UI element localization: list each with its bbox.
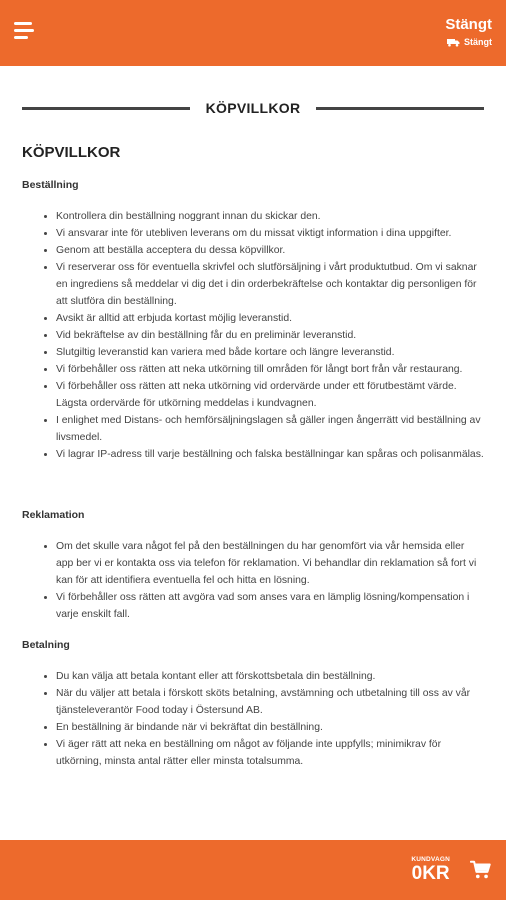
top-app-bar xyxy=(0,0,506,66)
cart-bar[interactable] xyxy=(0,840,506,900)
page-title: KÖPVILLKOR xyxy=(205,100,301,116)
store-status xyxy=(445,16,492,48)
document-title: KÖPVILLKOR xyxy=(22,144,121,161)
shopping-cart-icon[interactable] xyxy=(470,859,492,881)
section-bestallning xyxy=(22,179,484,463)
bullet-list xyxy=(22,538,484,623)
cart-amount: 0KR xyxy=(411,863,450,884)
list-item: • Vi förbehåller oss rätten att avgöra vad som anses vara en lämplig lösning/kompensation i varje enskilt fall. xyxy=(56,589,484,623)
terms-document xyxy=(22,144,484,770)
list-item: • Vi förbehåller oss rätten att neka utkörning vid ordervärde under ett förutbestämt värde. Lägsta ordervärde för utkörning meddelas i kundvagnen. xyxy=(56,378,484,412)
list-item: • Vi förbehåller oss rätten att neka utkörning till områden för långt bort från vår restaurang. xyxy=(56,361,484,378)
heading-divider-right xyxy=(316,107,484,110)
hamburger-menu-icon[interactable] xyxy=(14,22,34,42)
section-title: Reklamation xyxy=(22,509,85,521)
status-title: Stängt xyxy=(445,16,492,33)
list-item: • När du väljer att betala i förskott sköts betalning, avstämning och utbetalning till oss av vår tjänsteleverantör Food today i Östersund AB. xyxy=(56,685,484,719)
list-item: • En beställning är bindande när vi bekräftat din beställning. xyxy=(56,719,484,736)
section-betalning xyxy=(22,639,484,770)
terms-content[interactable] xyxy=(0,66,506,840)
section-title: Beställning xyxy=(22,179,79,191)
list-item: • Kontrollera din beställning noggrant innan du skickar den. xyxy=(56,208,484,225)
bullet-list xyxy=(22,208,484,463)
status-subtitle-label: Stängt xyxy=(464,37,492,47)
section-title: Betalning xyxy=(22,639,70,651)
list-item: • Genom att beställa acceptera du dessa köpvillkor. xyxy=(56,242,484,259)
page-heading xyxy=(22,98,484,118)
list-item: • Avsikt är alltid att erbjuda kortast möjlig leveranstid. xyxy=(56,310,484,327)
section-reklamation xyxy=(22,509,484,623)
list-item: • Om det skulle vara något fel på den beställningen du har genomfört via vår hemsida eller app ber vi er kontakta oss via telefon för reklamation. Vi behandlar din reklamation så fort vi kan för att identifiera eventuella fel och hitta en lösning. xyxy=(56,538,484,589)
bullet-list xyxy=(22,668,484,770)
cart-label: KUNDVAGN xyxy=(411,856,450,863)
list-item: • Vi äger rätt att neka en beställning om något av följande inte uppfylls; minimikrav för utkörning, minsta antal rätter eller minsta totalsumma. xyxy=(56,736,484,770)
list-item: • Vi ansvarar inte för utebliven leverans om du missat viktigt information i dina uppgifter. xyxy=(56,225,484,242)
list-item: • Vi reserverar oss för eventuella skrivfel och slutförsäljning i vårt produktutbud. Om vi saknar en ingrediens så meddelar vi dig det i din orderbekräftelse och kontaktar dig personligen för att slutföra din beställning. xyxy=(56,259,484,310)
truck-icon xyxy=(447,38,460,47)
status-subtitle xyxy=(445,36,492,48)
cart-summary[interactable] xyxy=(411,856,450,885)
list-item: • I enlighet med Distans- och hemförsäljningslagen så gäller ingen ångerrätt vid beställning av livsmedel. xyxy=(56,412,484,446)
list-item: • Vi lagrar IP-adress till varje beställning och falska beställningar kan spåras och polisanmälas. xyxy=(56,446,484,463)
list-item: • Du kan välja att betala kontant eller att förskottsbetala din beställning. xyxy=(56,668,484,685)
heading-divider-left xyxy=(22,107,190,110)
list-item: • Vid bekräftelse av din beställning får du en preliminär leveranstid. xyxy=(56,327,484,344)
list-item: • Slutgiltig leveranstid kan variera med både kortare och längre leveranstid. xyxy=(56,344,484,361)
